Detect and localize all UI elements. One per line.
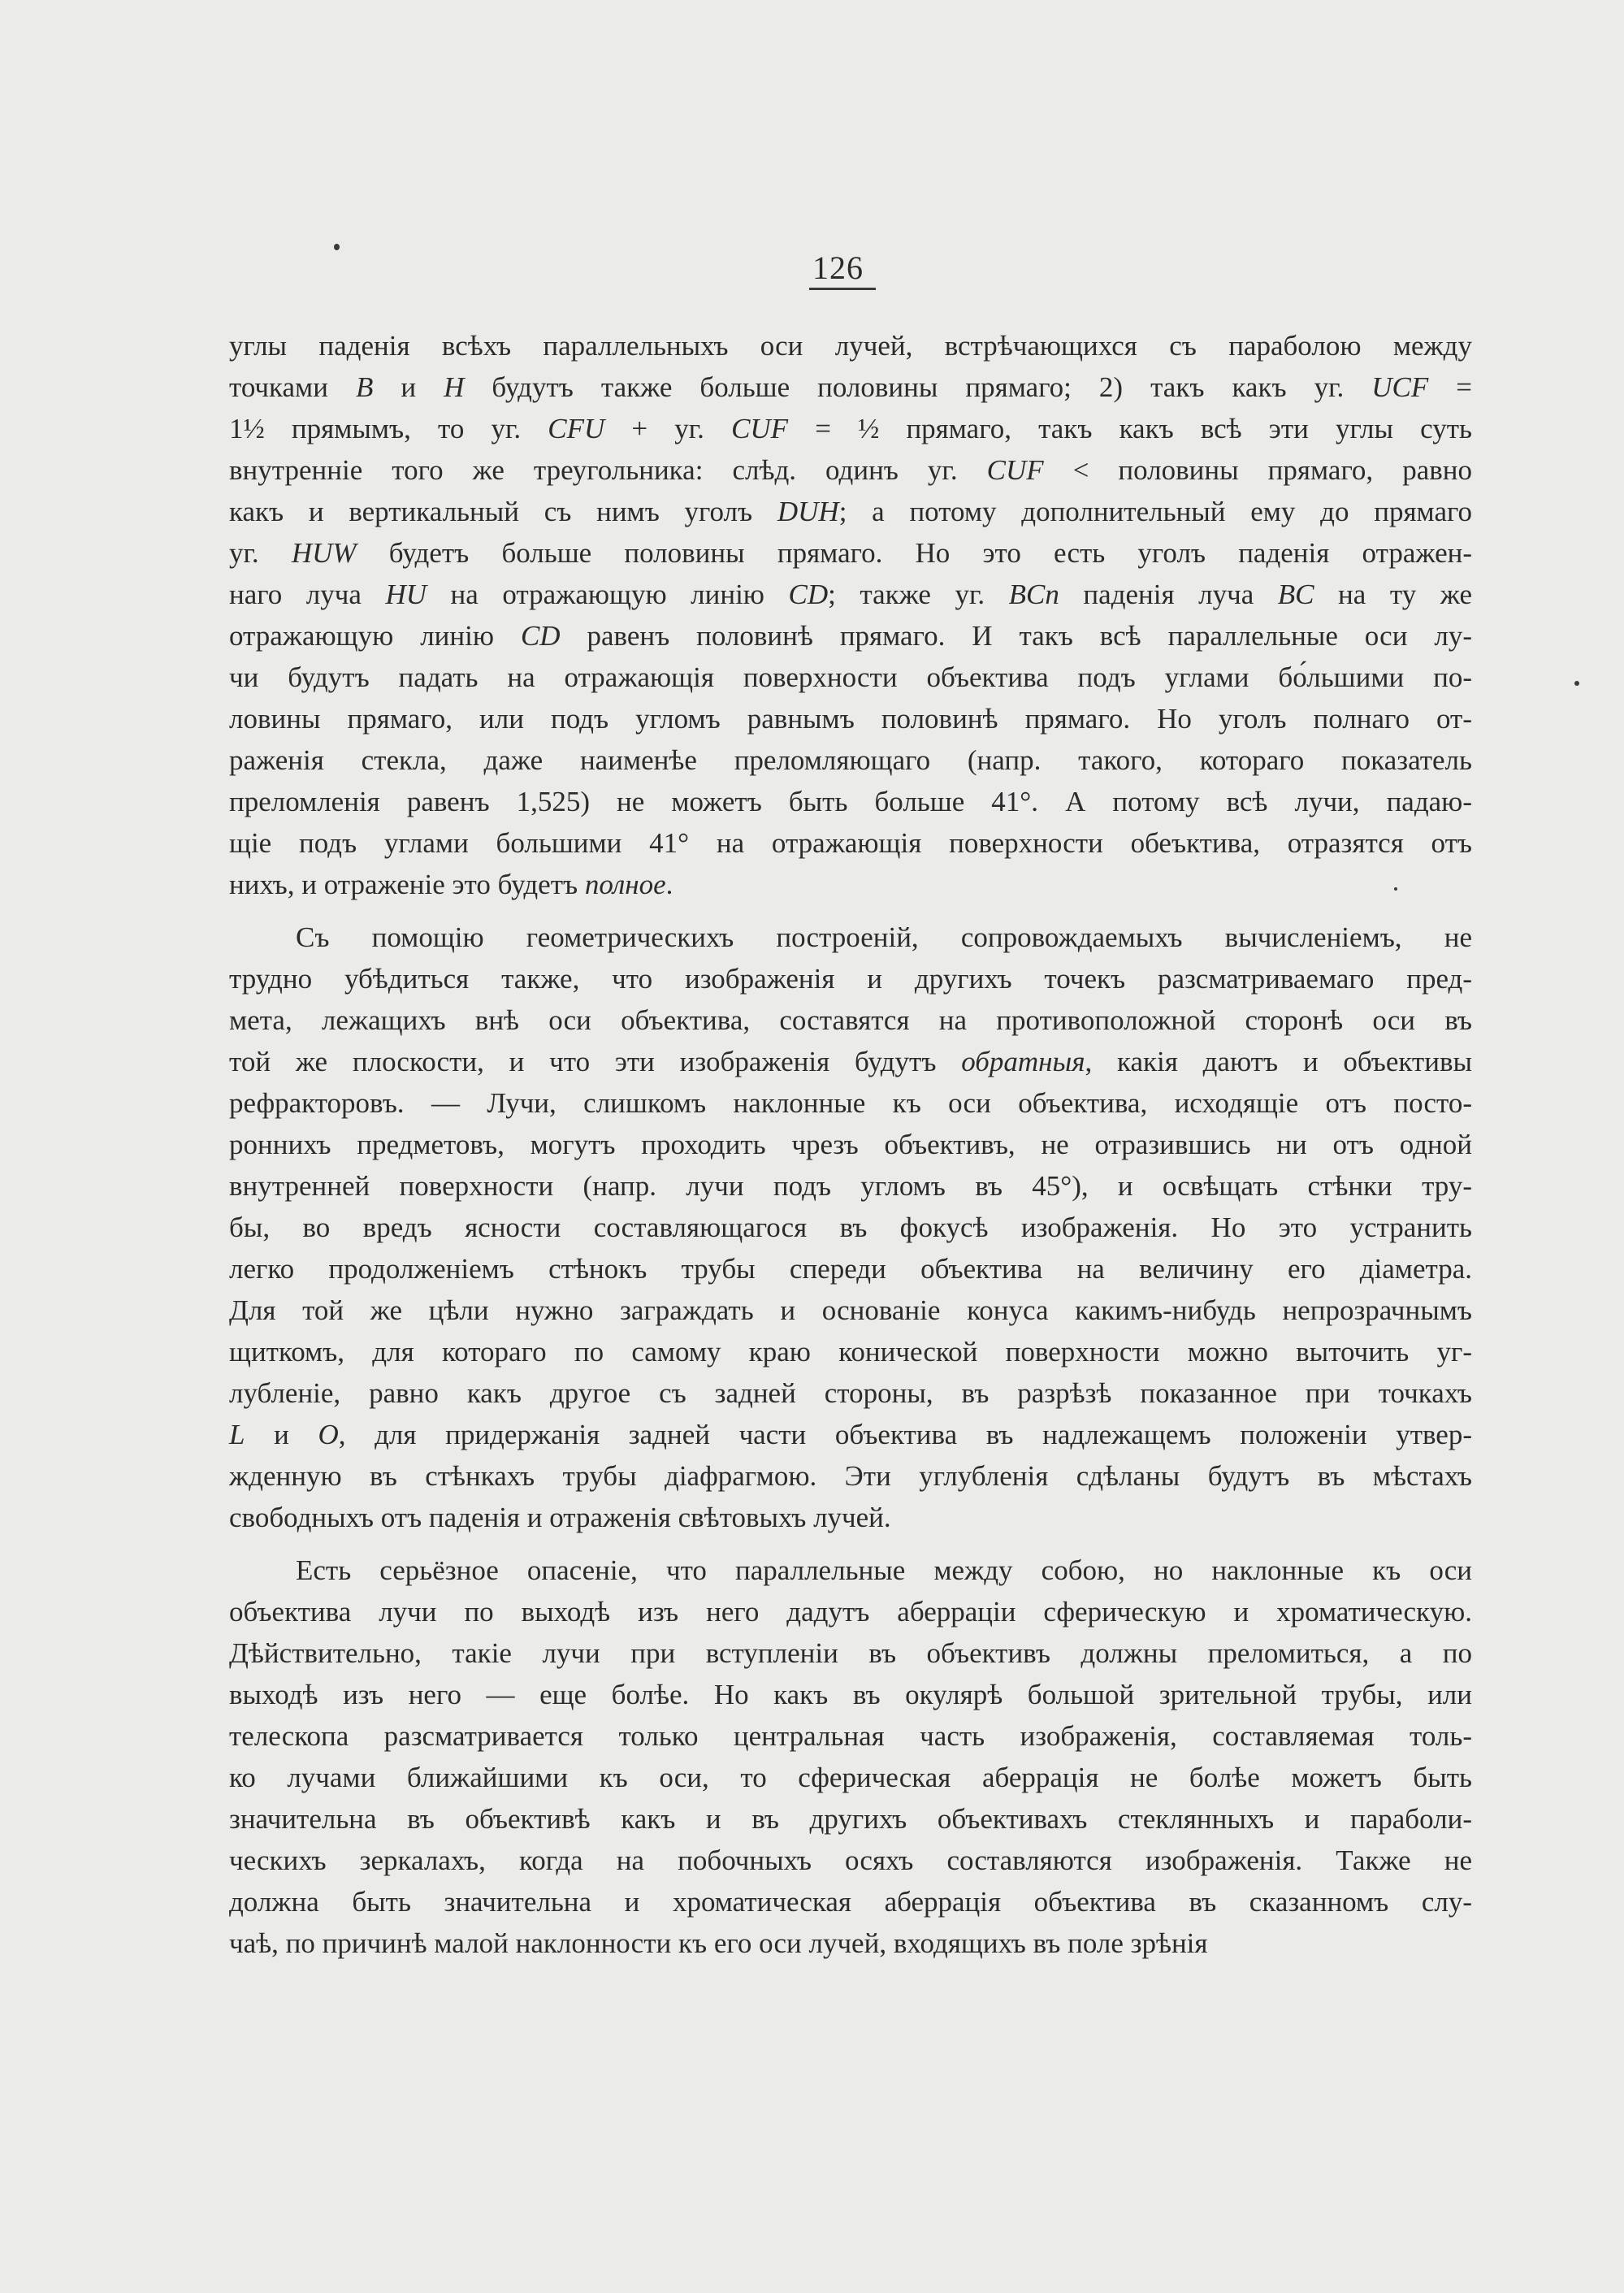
- body-text: [229, 325, 1472, 1964]
- text-line: [229, 532, 1472, 574]
- text-line: [229, 1248, 1472, 1290]
- text-line: [229, 1550, 1472, 1591]
- text-segment: будетъ больше половины прямаго. Но это есть уголъ паденія отражен-: [356, 537, 1472, 569]
- text-line: [229, 739, 1472, 781]
- italic-term: BC: [1277, 579, 1314, 610]
- text-segment: на отражающую линію: [427, 579, 789, 610]
- text-segment: должна быть значительна и хроматическая аберрація объектива въ сказанномъ слу-: [229, 1886, 1472, 1918]
- text-segment: Съ помощію геометрическихъ построеній, сопровождаемыхъ вычисленіемъ, не: [296, 921, 1472, 953]
- text-segment: .: [665, 869, 673, 900]
- text-segment: + уг.: [604, 413, 732, 444]
- italic-term: UCF: [1371, 371, 1429, 403]
- text-segment: преломленія равенъ 1,525) не можетъ быть больше 41°. А потому всѣ лучи, падаю-: [229, 786, 1472, 817]
- text-segment: Есть серьёзное опасеніе, что параллельные между собою, но наклонные къ оси: [296, 1554, 1472, 1586]
- text-segment: Для той же цѣли нужно заграждать и основаніе конуса какимъ-нибудь непрозрачнымъ: [229, 1294, 1472, 1326]
- print-speck: [1574, 681, 1579, 686]
- text-segment: Дѣйствительно, такіе лучи при вступленіи въ объективъ должны преломиться, а по: [229, 1637, 1472, 1669]
- text-segment: бы, во вредъ ясности составляющагося въ фокусѣ изображенія. Но это устранить: [229, 1212, 1472, 1243]
- text-segment: трудно убѣдиться также, что изображенія и другихъ точекъ разсматриваемаго пред-: [229, 963, 1472, 995]
- text-segment: жденную въ стѣнкахъ трубы діафрагмою. Эти углубленія сдѣланы будутъ въ мѣстахъ: [229, 1460, 1472, 1492]
- page-number: 126: [812, 249, 864, 286]
- text-line: [229, 1757, 1472, 1798]
- text-segment: той же плоскости, и что эти изображенія будутъ: [229, 1046, 962, 1077]
- text-segment: , какія даютъ и объективы: [1085, 1046, 1472, 1077]
- text-segment: углы паденія всѣхъ параллельныхъ оси лучей, встрѣчающихся съ параболою между: [229, 330, 1472, 362]
- text-line: [229, 999, 1472, 1041]
- paragraph: [229, 917, 1472, 1538]
- text-segment: телескопа разсматривается только центральная часть изображенія, составляемая толь-: [229, 1720, 1472, 1752]
- text-segment: нихъ, и отраженіе это будетъ: [229, 869, 585, 900]
- text-segment: роннихъ предметовъ, могутъ проходить чрезъ объективъ, не отразившись ни отъ одной: [229, 1129, 1472, 1160]
- text-line: [229, 958, 1472, 999]
- text-segment: выходѣ изъ него — еще болѣе. Но какъ въ окулярѣ большой зрительной трубы, или: [229, 1679, 1472, 1710]
- text-segment: < половины прямаго, равно: [1043, 454, 1472, 486]
- text-segment: и: [373, 371, 444, 403]
- page-number-rule: [809, 288, 876, 290]
- text-line: [229, 1165, 1472, 1207]
- text-line: [229, 1082, 1472, 1124]
- text-line: [229, 1632, 1472, 1674]
- italic-term: CUF: [986, 454, 1044, 486]
- text-segment: чаѣ, по причинѣ малой наклонности къ его оси лучей, входящихъ въ поле зрѣнія: [229, 1927, 1208, 1959]
- italic-term: CD: [788, 579, 829, 610]
- text-line: [229, 657, 1472, 698]
- text-line: [229, 1798, 1472, 1840]
- text-segment: равенъ половинѣ прямаго. И такъ всѣ параллельные оси лу-: [560, 620, 1472, 652]
- text-segment: внутренней поверхности (напр. лучи подъ угломъ въ 45°), и освѣщать стѣнки тру-: [229, 1170, 1472, 1202]
- italic-term: обратныя: [961, 1046, 1085, 1077]
- paragraph: [229, 1550, 1472, 1964]
- text-segment: наго луча: [229, 579, 386, 610]
- italic-term: L: [229, 1419, 245, 1450]
- text-line: [229, 408, 1472, 449]
- italic-term: полное: [584, 869, 666, 900]
- italic-term: CD: [520, 620, 561, 652]
- text-line: [229, 864, 1472, 905]
- text-line: [229, 1591, 1472, 1632]
- text-segment: и: [245, 1419, 318, 1450]
- text-line: [229, 449, 1472, 491]
- text-line: [229, 366, 1472, 408]
- text-segment: 1½ прямымъ, то уг.: [229, 413, 548, 444]
- text-line: [229, 1881, 1472, 1922]
- italic-term: CFU: [548, 413, 605, 444]
- text-segment: свободныхъ отъ паденія и отраженія свѣтовыхъ лучей.: [229, 1502, 891, 1533]
- italic-term: BCn: [1008, 579, 1059, 610]
- text-line: [229, 781, 1472, 822]
- italic-term: HU: [385, 579, 427, 610]
- paragraph: [229, 325, 1472, 905]
- text-segment: на ту же: [1314, 579, 1472, 610]
- text-line: [229, 491, 1472, 532]
- italic-term: DUH: [777, 496, 839, 527]
- text-line: [229, 1674, 1472, 1715]
- text-segment: внутренніе того же треугольника: слѣд. одинъ уг.: [229, 454, 987, 486]
- text-line: [229, 1715, 1472, 1757]
- text-line: [229, 615, 1472, 657]
- text-segment: ; а потому дополнительный ему до прямаго: [838, 496, 1472, 527]
- text-segment: лубленіе, равно какъ другое съ задней стороны, въ разрѣзѣ показанное при точкахъ: [229, 1377, 1472, 1409]
- text-segment: ко лучами ближайшими къ оси, то сферическая аберрація не болѣе можетъ быть: [229, 1762, 1472, 1793]
- text-line: [229, 1041, 1472, 1082]
- text-line: [229, 1414, 1472, 1455]
- text-segment: уг.: [229, 537, 292, 569]
- paragraph-gap: [229, 1538, 1472, 1550]
- text-segment: значительна въ объективѣ какъ и въ другихъ объективахъ стеклянныхъ и параболи-: [229, 1803, 1472, 1835]
- text-segment: ловины прямаго, или подъ угломъ равнымъ половинѣ прямаго. Но уголъ полнаго от-: [229, 703, 1472, 735]
- text-segment: ; также уг.: [828, 579, 1009, 610]
- text-line: [229, 325, 1472, 366]
- text-segment: легко продолженіемъ стѣнокъ трубы спереди объектива на величину его діаметра.: [229, 1253, 1472, 1285]
- text-segment: =: [1428, 371, 1473, 403]
- text-line: [229, 1840, 1472, 1881]
- text-segment: паденія луча: [1059, 579, 1278, 610]
- text-segment: отражающую линію: [229, 620, 521, 652]
- text-line: [229, 1331, 1472, 1372]
- text-segment: щіе подъ углами большими 41° на отражающія поверхности обеъктива, отразятся отъ: [229, 827, 1472, 859]
- italic-term: O: [318, 1419, 339, 1450]
- paragraph-gap: [229, 905, 1472, 917]
- italic-term: CUF: [731, 413, 789, 444]
- text-line: [229, 1372, 1472, 1414]
- text-line: [229, 1497, 1472, 1538]
- text-segment: какъ и вертикальный съ нимъ уголъ: [229, 496, 777, 527]
- text-segment: мета, лежащихъ внѣ оси объектива, составятся на противоположной сторонѣ оси въ: [229, 1004, 1472, 1036]
- text-line: [229, 698, 1472, 739]
- text-segment: , для придержанія задней части объектива въ надлежащемъ положеніи утвер-: [338, 1419, 1472, 1450]
- italic-term: B: [355, 371, 374, 403]
- text-segment: щиткомъ, для котораго по самому краю конической поверхности можно выточить уг-: [229, 1336, 1472, 1368]
- text-line: [229, 1290, 1472, 1331]
- text-line: [229, 1124, 1472, 1165]
- text-segment: раженія стекла, даже наименѣе преломляющаго (напр. такого, котораго показатель: [229, 744, 1472, 776]
- text-segment: рефракторовъ. — Лучи, слишкомъ наклонные къ оси объектива, исходящіе отъ посто-: [229, 1087, 1472, 1119]
- text-segment: чи будутъ падать на отражающія поверхности объектива подъ углами бо́льшими по-: [229, 661, 1472, 693]
- text-segment: будутъ также больше половины прямаго; 2) такъ какъ уг.: [464, 371, 1372, 403]
- italic-term: HUW: [291, 537, 357, 569]
- text-segment: ческихъ зеркалахъ, когда на побочныхъ осяхъ составляются изображенія. Также не: [229, 1844, 1472, 1876]
- text-line: [229, 917, 1472, 958]
- text-line: [229, 1207, 1472, 1248]
- text-line: [229, 1455, 1472, 1497]
- text-segment: объектива лучи по выходѣ изъ него дадутъ аберраціи сферическую и хроматическую.: [229, 1596, 1472, 1628]
- text-line: [229, 822, 1472, 864]
- text-line: [229, 1922, 1472, 1964]
- text-segment: = ½ прямаго, такъ какъ всѣ эти углы суть: [788, 413, 1473, 444]
- print-speck: [334, 244, 340, 250]
- italic-term: H: [444, 371, 465, 403]
- text-line: [229, 574, 1472, 615]
- text-segment: точками: [229, 371, 356, 403]
